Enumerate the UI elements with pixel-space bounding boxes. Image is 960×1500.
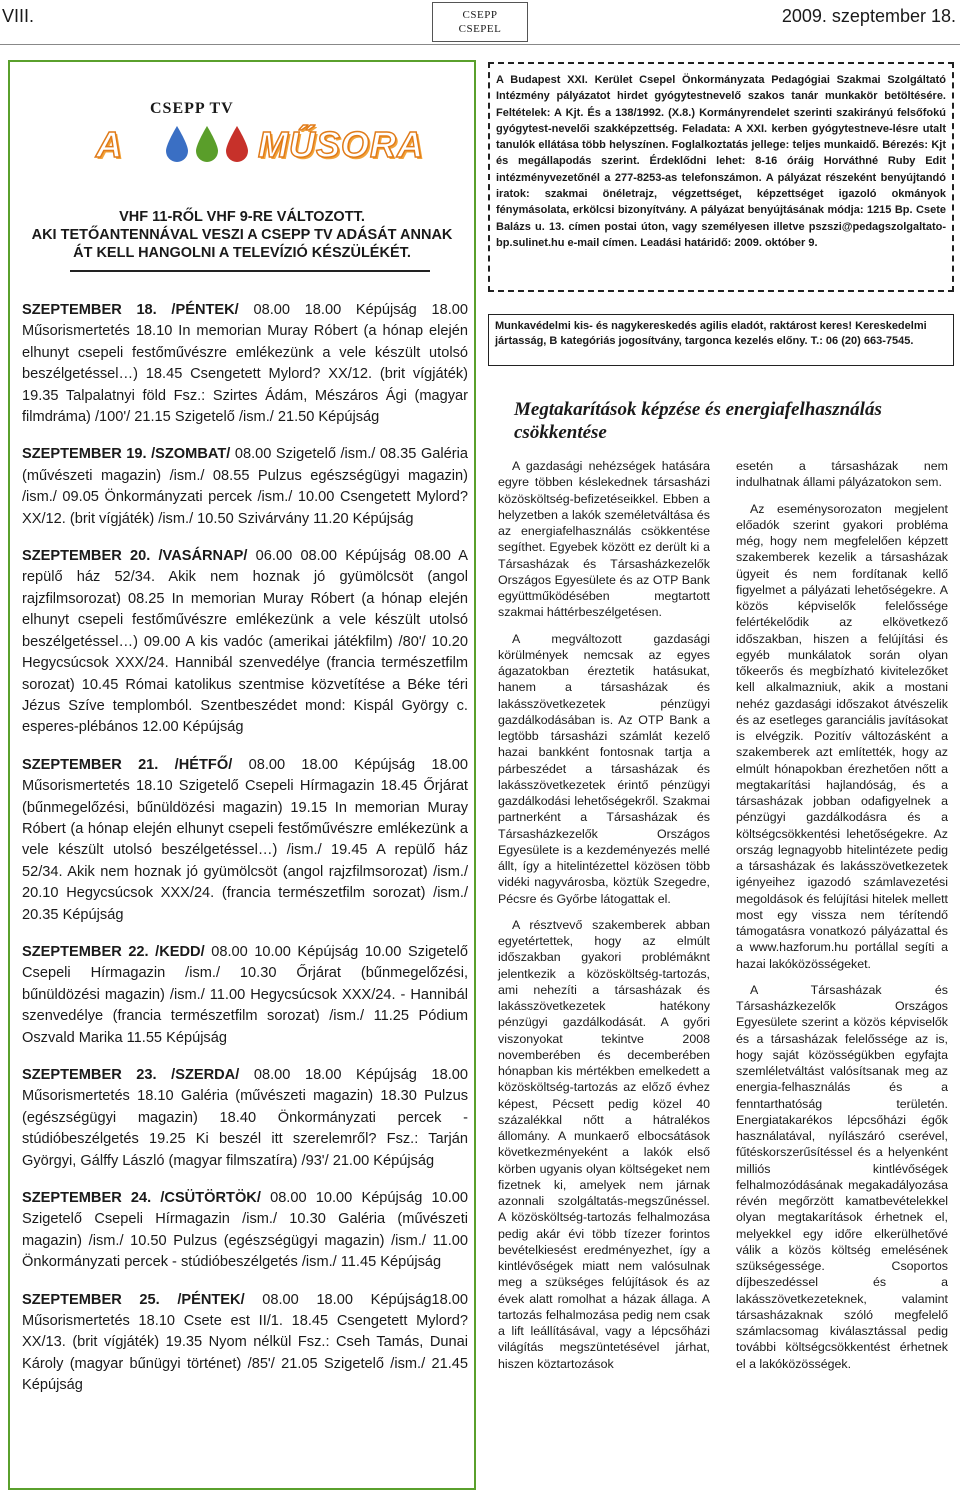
logo-line-1: CSEPP bbox=[462, 9, 498, 21]
title-right-word: MŰSORA bbox=[258, 124, 424, 165]
schedule-day-entry bbox=[22, 1065, 468, 1172]
article-title: Megtakarítások képzése és energiafelhasználás csökkentése bbox=[514, 399, 882, 443]
job-advert-text: A Budapest XXI. Kerület Csepel Önkormányzata Pedagógiai Szakmai Szolgáltató Intézmény pályázatot hirdet gyógytestnevelő szakos tanár munkakör betöltésére. Feltételek: A Kjt. És a 138/1992. (X.8.) Kormányrendelet szerinti szakirányú felsőfokú gyógytest-nevelői szakképzettség. Feladata: A XXI. kerben gyógytestneve-lésre utalt tanulók ellátása több helyszínen. Foglalkoztatás jellege: teljes munkaidő. Bérezés: Kjt és megállapodás szerint. Érdeklődni lehet: 8-16 óráig Horváthné Ruby Edit intézményvezetőnél a 277-8253-as telefonszámon. A pályázat részeként benyújtandó iratok: szakmai önéletrajz, végzettséget, képzettséget igazoló okmányok fénymásolata, erkölcsi bizonyítvány. A pályázat benyújtásának módja: 1215 Bp. Csete Balázs u. 13. címen postai úton, vagy személyesen illetve pszszi@pedagszolgaltato-bp.sulinet.hu e-mail címen. Leadási határidő: 2009. október 9. bbox=[496, 74, 946, 249]
masthead-logo bbox=[432, 2, 528, 42]
frequency-notice bbox=[10, 208, 474, 262]
header-divider bbox=[0, 44, 960, 45]
title-left-word: A bbox=[96, 124, 122, 165]
article-column-2 bbox=[736, 458, 948, 1382]
notice-line: AKI TETŐANTENNÁVAL VESZI A CSEPP TV ADÁSÁT ANNAK bbox=[31, 227, 453, 243]
schedule-day-entry bbox=[22, 444, 468, 530]
schedule-day-entry bbox=[22, 1188, 468, 1274]
job-advert-box bbox=[488, 62, 954, 292]
schedule-day-heading: SZEPTEMBER 20. /VASÁRNAP/ bbox=[22, 548, 248, 565]
schedule-day-entry bbox=[22, 1290, 468, 1397]
schedule-day-heading: SZEPTEMBER 23. /SZERDA/ bbox=[22, 1067, 240, 1083]
article-paragraph: A megváltozott gazdasági körülmények nemcsak az egyes ágazatokban éreztetik hatásukat, hanem a társasházak és lakásszövetkezetek pénzügyi gazdálkodásában is. Az OTP Bank a legtöbb társasházi számlát kezelő hazai bankként fontosnak tartja a párbeszédet a társasházak és lakásszövetkezetek érintő pénzügyi gazdálkodási lehetőségekről. Szakmai partnerként a Társasházak és Társasházkezelők Országos Egyesülete is a kezdeményezés mellé állt, így a hitelintézettel közösen több vidéki nagyvárosba, köztük Szegedre, Pécsre és Győrbe látogattak el. bbox=[498, 631, 710, 906]
classified-ad-box bbox=[488, 314, 954, 366]
article-paragraph: A gazdasági nehézségek hatására egyre többen késlekednek társasházi közösköltség-befizetéseikkel. Ebben a helyzetben a lakók személetváltása és az energiafelhasználás csökkentése segíthet. Egyebek között ez derült ki a Társasházak és Társasházkezelők Országos Egyesülete és az OTP Bank együttműködésében megtartott szakmai háttérbeszélgetésen. bbox=[498, 459, 710, 620]
page-number: VIII. bbox=[2, 6, 35, 26]
schedule-day-heading: SZEPTEMBER 18. /PÉNTEK/ bbox=[22, 302, 239, 318]
schedule-day-heading: SZEPTEMBER 22. /KEDD/ bbox=[22, 943, 205, 960]
classified-ad-text: Munkavédelmi kis- és nagykereskedés agilis eladót, raktárost keres! Kereskedelmi jártasság, B kategóriás jogosítvány, targonca kezelés előny. T.: 06 (20) 663-7545. bbox=[495, 320, 927, 347]
tv-program-title bbox=[10, 62, 474, 202]
schedule-day-text: 06.00 08.00 Képújság 08.00 A repülő ház 52/34. Akik nem hoznak jó gyümölcsöt (angol rajzfilmsorozat) 08.25 In memorian Muray Róbert (a hónap elején elhunyt csepeli festőművészre emlékezünk a vele készült utolsó beszélgetéssel…) 09.00 A kis vadóc (amerikai játékfilm) /80'/ 10.20 Hegycsúcsok XXX/24. Hannibál szenvedélye (francia természetfilm sorozat) 10.45 Római katolikus szentmise közvetítése a Béke téri Jézus Szíve templomból. Szentbeszédet mond: Kispál György c. esperes-plébános 12.00 Képújság bbox=[22, 548, 468, 736]
notice-line: ÁT KELL HANGOLNI A TELEVÍZIÓ KÉSZÜLÉKÉT. bbox=[73, 245, 411, 261]
schedule-day-text: 08.00 18.00 Képújság18.00 Műsorismertetés 18.10 Csete est II/1. 18.45 Csengetett Mylord? XX/13. (brit vígjáték) 19.35 Nyom nélkül Fsz.: Cseh Tamás, Dunai Károly (magyar bűnügyi történet) /85'/ 21.05 Szigetelő /ism./ 21.45 Képújság bbox=[22, 1291, 468, 1394]
schedule-day-text: 08.00 18.00 Képújság 18.00 Műsorismertetés 18.10 In memorian Muray Róbert (a hónap elején elhunyt csepeli festőművészre emlékezünk a vele készült utolsó beszélgetéssel…) 18.45 Csengetett Mylord? XX/12. (brit vígjáték) 19.35 Talpalatnyi föld Fsz.: Szirtes Ádám, Mészáros Ági (magyar filmdráma) /100'/ 21.15 Szigetelő /ism./ 21.50 Képújság bbox=[22, 302, 468, 426]
schedule-day-text: 08.00 18.00 Képújság 18.00 Műsorismertetés 18.10 Szigetelő Csepeli Hírmagazin 18.45 Őrjárat (bűnmegelőzési, bűnüldözési magazin) 19.15 In memorian Muray Róbert (a hónap elején elhunyt csepeli festőművészre emlékezünk a vele készült utolsó beszélgetéssel…) /ism./ 19.45 A repülő ház 52/34. Akik nem hoznak jó gyümölcsöt (angol rajzfilmsorozat) /ism./ 20.10 Hegycsúcsok XXX/24. (francia természetfilm sorozat) /ism./ 20.35 Képújság bbox=[22, 756, 468, 923]
article-paragraph: esetén a társasházak nem indulhatnak állami pályázatokon sem. bbox=[736, 459, 948, 490]
drops-logo-icon bbox=[162, 124, 252, 164]
schedule-day-entry bbox=[22, 300, 468, 428]
logo-line-2: CSEPEL bbox=[458, 23, 502, 35]
schedule-day-entry bbox=[22, 755, 468, 926]
tv-schedule bbox=[22, 300, 468, 1413]
schedule-day-heading: SZEPTEMBER 21. /HÉTFŐ/ bbox=[22, 756, 233, 773]
article-paragraph: A Társasházak és Társasházkezelők Országos Egyesülete szerint a közös képviselők és a társasházak felelőssége az is, hogy saját közösségükben egyfajta szemléletváltást valósítsanak meg az energia-felhasználás és a fenntarthatóság területén. Energiatakarékos lépcsőházi égők használatával, nyílászáró cserével, fűtéskorszerűsítéssel és a helyenként milliós kintlévőségek felhalmozódásának megakadályozása révén megőrzött kamatbevételekkel olyan megtakarítások érhetnek el, melyekkel egy időre elkerülhetővé válik a közös költség emelésének szükségessége. Csoportos díjbeszedéssel és a lakásszövetkezeteknek, valamint társasházaknak szóló megfelelő számlacsomag kiválasztással pedig további költségcsökkentést érhetnek el a lakóközösségek. bbox=[736, 982, 948, 1371]
tv-brand: CSEPP TV bbox=[150, 100, 234, 117]
blue-drop-icon bbox=[166, 126, 188, 162]
issue-date: 2009. szeptember 18. bbox=[781, 6, 956, 26]
schedule-day-heading: SZEPTEMBER 19. /SZOMBAT/ bbox=[22, 446, 231, 463]
schedule-day-text: 08.00 10.00 Képújság 10.00 Szigetelő Csepeli Hírmagazin /ism./ 10.30 Őrjárat (bűnmegelőzési, bűnüldözési magazin) /ism./ 11.00 Hegycsúcsok XXX/24. - Hannibál szenvedélye (francia természetfilm sorozat) /ism./ 11.25 Pódium Oszvald Marika 11.55 Képújság bbox=[22, 943, 468, 1046]
schedule-day-heading: SZEPTEMBER 25. /PÉNTEK/ bbox=[22, 1291, 245, 1308]
green-drop-icon bbox=[196, 126, 218, 162]
schedule-day-text: 08.00 10.00 Képújság 10.00 Szigetelő Csepeli Hírmagazin /ism./ 10.30 Galéria (művészeti magazin) /ism./ 10.50 Pulzus (egészségügyi magazin) /ism./ 11.00 Önkormányzati percek - stúdióbeszélgetés /ism./ 11.45 Képújság bbox=[22, 1190, 468, 1271]
notice-divider bbox=[70, 270, 430, 272]
article-paragraph: A résztvevő szakemberek abban egyetértettek, hogy az elmúlt időszakban gyakori problémáknt jelentkezik a közösköltség-tartozás, ami nehezíti a társasházak és lakásszövetkezetek hatékony pénzügyi gazdálkodását. A győri viszonyokat tekintve 2008 novemberében és decemberében hónapban kis mértékben emelkedett a közösköltség-tartozás az előző évhez képest, Pécsett pedig közel 40 százalékkal nőtt a hátralékos állomány. A munkaerő elbocsátások következményeként a lakók első körben ugyanis olyan költségeket nem fizetnek ki, amelyek nem járnak azonnali szolgáltatás-megszűnéssel. A közösköltség-tartozás felhalmozása pedig akár évi több tízezer forintos bevételkiesést eredményezhet, így a kintlévőségek miatt nem valósulnak meg a szükséges felújítások és az évek alatt romolhat a házak állaga. A tartozás felhalmozása pedig nem csak a lift leállításával, vagy a lépcsőházi világítás megszüntetésével járhat, hiszen köztartozások bbox=[498, 917, 710, 1371]
schedule-day-text: 08.00 Szigetelő /ism./ 08.35 Galéria (művészeti magazin) /ism./ 08.55 Pulzus egészségügyi magazin) /ism./ 09.05 Önkormányzati percek /ism./ 10.00 Csengetett Mylord? XX/12. (brit vígjáték) /ism./ 10.50 Szivárvány 11.20 Képújság bbox=[22, 446, 468, 527]
tv-program-box bbox=[8, 60, 476, 1490]
schedule-day-text: 08.00 18.00 Képújság 18.00 Műsorismertetés 18.10 Galéria (művészeti magazin) 18.30 Pulzus (egészségügyi magazin) 18.40 Önkormányzati percek - stúdióbeszélgetés 19.25 Ki beszél itt szerelemről? Fsz.: Tarján Györgyi, Gálffy László (magyar filmszatíra) /93'/ 21.00 Képújság bbox=[22, 1067, 468, 1169]
article-paragraph: Az eseménysorozaton megjelent előadók szerint gyakori probléma még, hogy nem megfelelően képzett szakemberek kezelik a társasházak ügyeit és nem fordítanak kellő figyelmet a pályázati lehetőségekre. A közös képviselők felelőssége felértékelődik az elkövetkező időszakban, hiszen a felújítási és egyéb munkálatok során olyan tőkeerős és megbízható kivitelezőket kell alkalmazniuk, akik a mostani nehéz gazdasági időszakot átvészelik és az esetleges garanciális javításokat is elvégzik. Pozitív változásként a szakemberek azt említették, hogy az elmúlt hónapokban érezhetően nőtt a megtakarítási hajlandóság, és a társasházak jobban odafigyelnek a pénzügyi gazdálkodásra és a költségcsökkentési lehetőségekre. Az ország legnagyobb hitelintézete pedig a társasházak és lakásszövetkezetek igényeihez igazodó számlavezetési megoldások és felújítási hitelek mellett most egy vissza nem térítendő támogatásra vonatkozó pályázattal és a www.hazforum.hu portállal segíti a hazai lakóközösségeket. bbox=[736, 501, 948, 971]
red-drop-icon bbox=[226, 126, 248, 162]
article-column-1 bbox=[498, 458, 710, 1382]
schedule-day-entry bbox=[22, 942, 468, 1049]
schedule-day-entry bbox=[22, 546, 468, 739]
notice-line: VHF 11-RŐL VHF 9-RE VÁLTOZOTT. bbox=[119, 209, 365, 225]
schedule-day-heading: SZEPTEMBER 24. /CSÜTÖRTÖK/ bbox=[22, 1190, 261, 1207]
